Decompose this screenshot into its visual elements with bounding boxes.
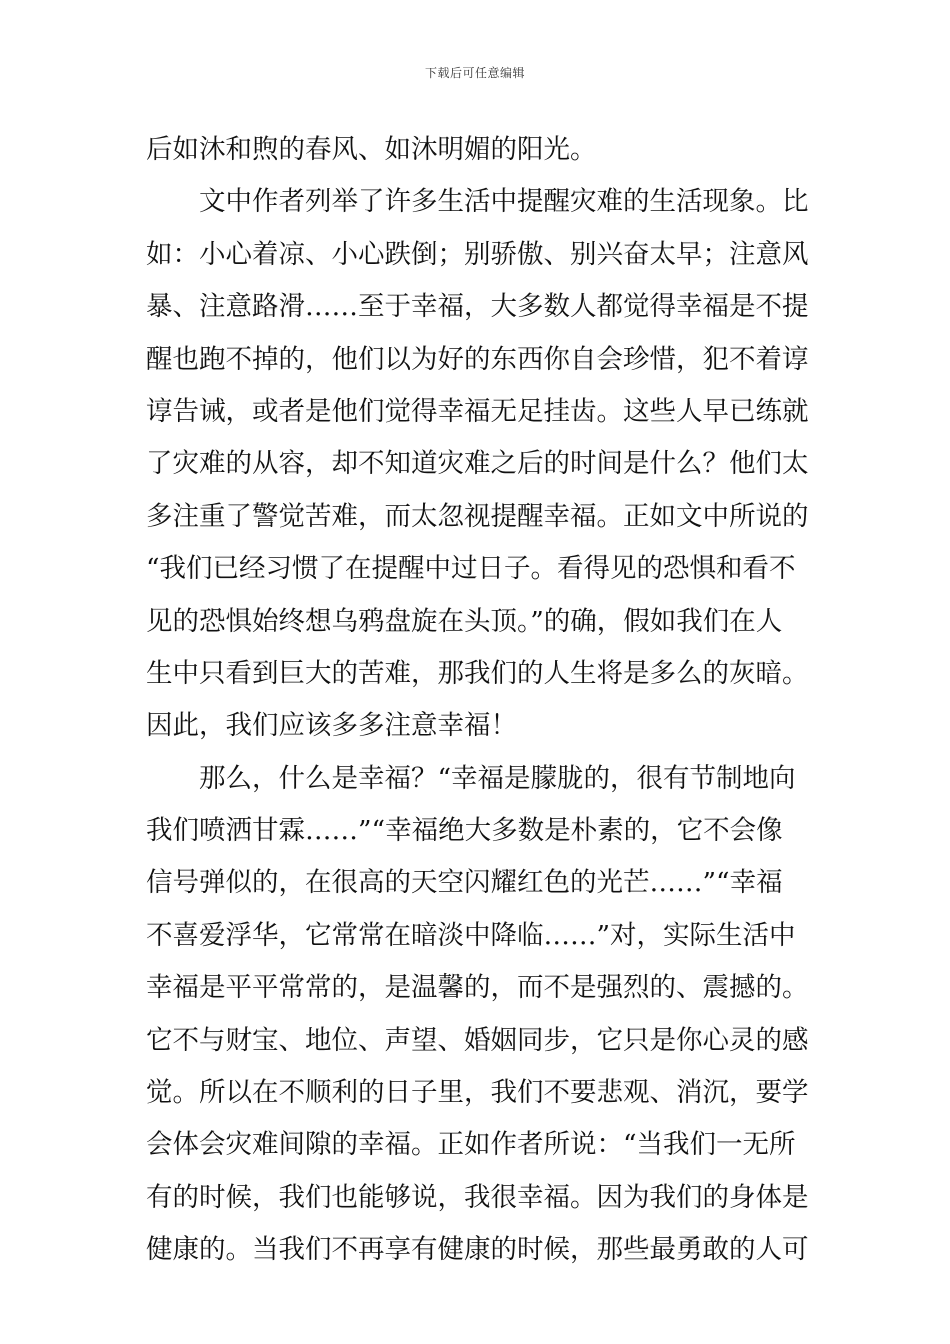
text-line: 它不与财宝、地位、声望、婚姻同步，它只是你心灵的感 [146, 1024, 809, 1056]
text-line: 见的恐惧始终想乌鸦盘旋在头顶。”的确，假如我们在人 [146, 605, 783, 637]
text-line: 觉。所以在不顺利的日子里，我们不要悲观、消沉，要学 [146, 1077, 809, 1109]
document-body [146, 124, 809, 1277]
text-line: 如：小心着凉、小心跌倒；别骄傲、别兴奋太早；注意风 [146, 238, 809, 270]
text-line: 谆告诫，或者是他们觉得幸福无足挂齿。这些人早已练就 [146, 395, 809, 427]
text-line: 有的时候，我们也能够说，我很幸福。因为我们的身体是 [146, 1181, 809, 1213]
text-line: 健康的。当我们不再享有健康的时候，那些最勇敢的人可 [146, 1234, 809, 1266]
text-line: 文中作者列举了许多生活中提醒灾难的生活现象。比 [199, 186, 809, 218]
text-line: 了灾难的从容，却不知道灾难之后的时间是什么？他们太 [146, 448, 809, 480]
text-line: 后如沐和煦的春风、如沐明媚的阳光。 [146, 134, 597, 165]
text-line: 暴、注意路滑……至于幸福，大多数人都觉得幸福是不提 [146, 291, 809, 323]
text-line: 生中只看到巨大的苦难，那我们的人生将是多么的灰暗。 [146, 657, 809, 689]
text-line: 醒也跑不掉的，他们以为好的东西你自会珍惜，犯不着谆 [146, 343, 809, 375]
page-header: 下载后可任意编辑 [424, 66, 525, 80]
text-line: 信号弹似的，在很高的天空闪耀红色的光芒……”“幸福 [146, 867, 783, 899]
text-line: 会体会灾难间隙的幸福。正如作者所说：“当我们一无所 [146, 1129, 796, 1161]
text-line: 因此，我们应该多多注意幸福！ [146, 710, 517, 742]
text-line: 那么，什么是幸福？“幸福是朦胧的，很有节制地向 [199, 762, 796, 794]
text-line: 多注重了警觉苦难，而太忽视提醒幸福。正如文中所说的 [146, 500, 809, 532]
text-line: 我们喷洒甘霖……”“幸福绝大多数是朴素的，它不会像 [146, 815, 783, 847]
text-line: 不喜爱浮华，它常常在暗淡中降临……”对，实际生活中 [146, 919, 796, 951]
text-line: 幸福是平平常常的，是温馨的，而不是强烈的、震撼的。 [146, 972, 809, 1004]
text-line: “我们已经习惯了在提醒中过日子。看得见的恐惧和看不 [146, 553, 796, 585]
